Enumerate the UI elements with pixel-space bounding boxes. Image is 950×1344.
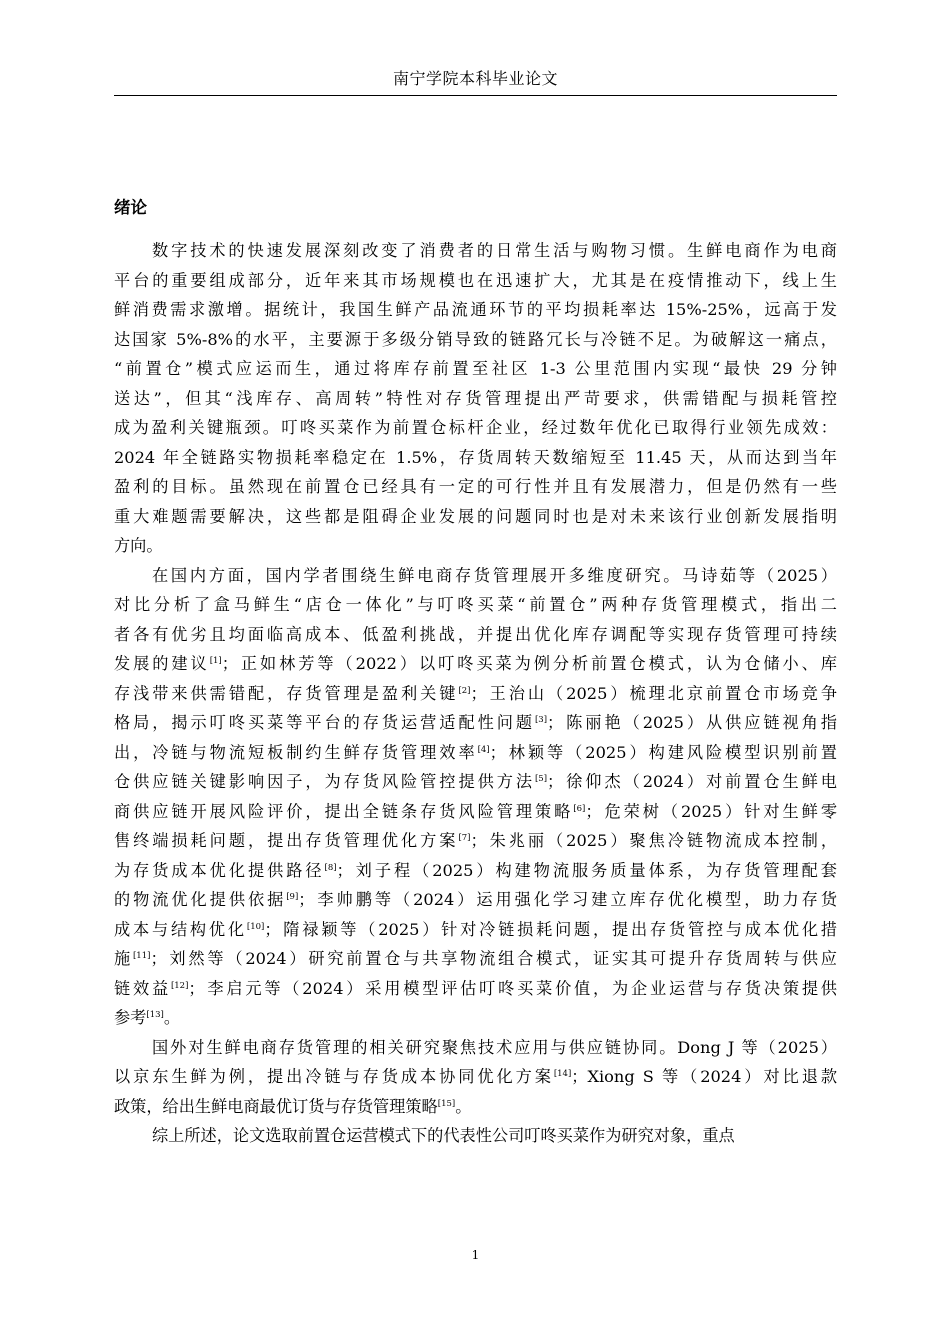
text-run: ；危荣树（2025）针对生鲜零 <box>585 801 838 821</box>
paragraph <box>114 1033 837 1122</box>
text-run: 者各有优劣且均面临高成本、低盈利挑战，并提出优化库存调配等实现存货管理可持续 <box>114 624 837 644</box>
text-line <box>114 561 837 591</box>
citation-marker: [8] <box>324 862 337 873</box>
text-line <box>114 738 837 768</box>
text-run: 链效益 <box>114 978 171 998</box>
paragraph <box>114 561 837 1033</box>
text-run: 国外对生鲜电商存货管理的相关研究聚焦技术应用与供应链协同。Dong J 等（2025） <box>152 1037 837 1057</box>
text-run: ；徐仰杰（2024）对前置仓生鲜电 <box>547 772 837 791</box>
text-run: 政策，给出生鲜电商最优订货与存货管理策略 <box>114 1096 438 1116</box>
text-run: 对比分析了盒马鲜生“店仓一体化”与叮咚买菜“前置仓”两种存货管理模式，指出二 <box>114 595 837 614</box>
text-line <box>114 531 837 561</box>
text-line <box>114 472 837 502</box>
text-run: 成本与结构优化 <box>114 919 247 939</box>
citation-marker: [2] <box>458 685 471 696</box>
section-title: 绪论 <box>114 198 147 217</box>
text-run: ；朱兆丽（2025）聚焦冷链物流成本控制， <box>470 831 838 850</box>
text-run: 商供应链开展风险评价，提出全链条存货风险管理策略 <box>114 801 574 821</box>
paragraph <box>114 1121 837 1151</box>
text-line <box>114 295 837 325</box>
text-line <box>114 797 837 827</box>
header-rule <box>114 95 837 96</box>
text-run: 在国内方面，国内学者围绕生鲜电商存货管理展开多维度研究。马诗茹等（2025） <box>152 565 837 585</box>
paragraph <box>114 236 837 561</box>
text-line <box>114 767 837 797</box>
text-run: 达国家 5%-8%的水平，主要源于多级分销导致的链路冗长与冷链不足。为破解这一痛点， <box>114 329 837 349</box>
text-run: 出，冷链与物流短板制约生鲜存货管理效率 <box>114 742 478 762</box>
text-run: 成为盈利关键瓶颈。叮咚买菜作为前置仓标杆企业，经过数年优化已取得行业领先成效： <box>114 418 837 437</box>
text-line <box>114 944 837 974</box>
citation-marker: [11] <box>132 951 151 961</box>
text-run: 售终端损耗问题，提出存货管理优化方案 <box>114 831 459 850</box>
text-line <box>114 1092 837 1122</box>
text-line <box>114 236 837 266</box>
citation-marker: [7] <box>458 833 471 843</box>
text-run: 送达”，但其“浅库存、高周转”特性对存货管理提出严苛要求，供需错配与损耗管控 <box>114 388 837 408</box>
text-line <box>114 679 837 709</box>
text-run: 方向。 <box>114 536 163 555</box>
text-run: ；李启元等（2024）采用模型评估叮咚买菜价值，为企业运营与存货决策提供 <box>188 978 837 998</box>
citation-marker: [14] <box>553 1069 572 1079</box>
text-run: ；陈丽艳（2025）从供应链视角指 <box>547 713 837 732</box>
text-run: 格局，揭示叮咚买菜等平台的存货运营适配性问题 <box>114 713 535 732</box>
text-line <box>114 1003 837 1033</box>
text-run: ；林颖等（2025）构建风险模型识别前置 <box>489 742 837 762</box>
citation-marker: [3] <box>534 715 548 725</box>
text-line <box>114 974 837 1004</box>
text-run: ；正如林芳等（2022）以叮咚买菜为例分析前置仓模式，认为仓储小、库 <box>221 654 837 673</box>
text-line <box>114 590 837 620</box>
citation-marker: [1] <box>209 656 222 666</box>
text-line <box>114 649 837 679</box>
text-line <box>114 708 837 738</box>
text-run: ；刘然等（2024）研究前置仓与共享物流组合模式，证实其可提升存货周转与供应 <box>150 949 837 968</box>
text-line <box>114 384 837 414</box>
text-run: 综上所述，论文选取前置仓运营模式下的代表性公司叮咚买菜作为研究对象，重点 <box>152 1126 735 1145</box>
text-run: 的物流优化提供依据 <box>114 890 287 909</box>
text-run: 以京东生鲜为例，提出冷链与存货成本协同优化方案 <box>114 1067 554 1086</box>
text-line <box>114 1033 837 1063</box>
text-run: 存浅带来供需错配，存货管理是盈利关键 <box>114 683 459 703</box>
text-run: 鲜消费需求激增。据统计，我国生鲜产品流通环节的平均损耗率达 15%-25%，远高于发 <box>114 300 837 319</box>
text-run: 仓供应链关键影响因子，为存货风险管控提供方法 <box>114 772 535 791</box>
text-run: ；李帅鹏等（2024）运用强化学习建立库存优化模型，助力存货 <box>298 890 838 909</box>
text-run: 2024 年全链路实物损耗率稳定在 1.5%，存货周转天数缩短至 11.45 天，从而达到当年 <box>114 447 837 467</box>
text-line <box>114 1121 837 1151</box>
text-line <box>114 325 837 355</box>
running-header: 南宁学院本科毕业论文 <box>392 69 558 88</box>
text-run: 为存货成本优化提供路径 <box>114 860 325 880</box>
page-number: 1 <box>471 1248 480 1262</box>
citation-marker: [5] <box>534 774 548 784</box>
text-line <box>114 620 837 650</box>
text-run: 参考 <box>114 1008 147 1027</box>
text-run: 数字技术的快速发展深刻改变了消费者的日常生活与购物习惯。生鲜电商作为电商 <box>152 241 837 260</box>
citation-marker: [4] <box>477 744 490 755</box>
text-line <box>114 266 837 296</box>
text-line <box>114 1062 837 1092</box>
text-run: 。 <box>163 1008 181 1027</box>
citation-marker: [12] <box>170 980 189 991</box>
citation-marker: [10] <box>246 921 265 932</box>
text-run: 重大难题需要解决，这些都是阻碍企业发展的问题同时也是对未来该行业创新发展指明 <box>114 506 837 526</box>
citation-marker: [6] <box>573 803 586 814</box>
text-line <box>114 502 837 532</box>
text-run: ；刘子程（2025）构建物流服务质量体系，为存货管理配套 <box>336 860 837 880</box>
text-line <box>114 826 837 856</box>
text-line <box>114 443 837 473</box>
citation-marker: [15] <box>437 1098 456 1109</box>
text-run: “前置仓”模式应运而生，通过将库存前置至社区 1-3 公里范围内实现“最快 29 分钟 <box>114 359 837 378</box>
text-run: ；隋禄颖等（2025）针对冷链损耗问题，提出存货管控与成本优化措 <box>264 919 837 939</box>
citation-marker: [13] <box>146 1010 164 1020</box>
text-run: 施 <box>114 949 133 968</box>
text-run: 平台的重要组成部分，近年来其市场规模也在迅速扩大，尤其是在疫情推动下，线上生 <box>114 270 837 290</box>
text-run: ；王治山（2025）梳理北京前置仓市场竞争 <box>470 683 838 703</box>
text-line <box>114 915 837 945</box>
text-run: 。 <box>455 1096 472 1116</box>
text-line <box>114 885 837 915</box>
text-line <box>114 856 837 886</box>
text-line <box>114 413 837 443</box>
body-text <box>114 236 837 1151</box>
text-run: 盈利的目标。虽然现在前置仓已经具有一定的可行性并且有发展潜力，但是仍然有一些 <box>114 477 837 496</box>
text-run: ；Xiong S 等（2024）对比退款 <box>571 1067 838 1086</box>
text-line <box>114 354 837 384</box>
text-run: 发展的建议 <box>114 654 210 673</box>
citation-marker: [9] <box>286 892 299 902</box>
